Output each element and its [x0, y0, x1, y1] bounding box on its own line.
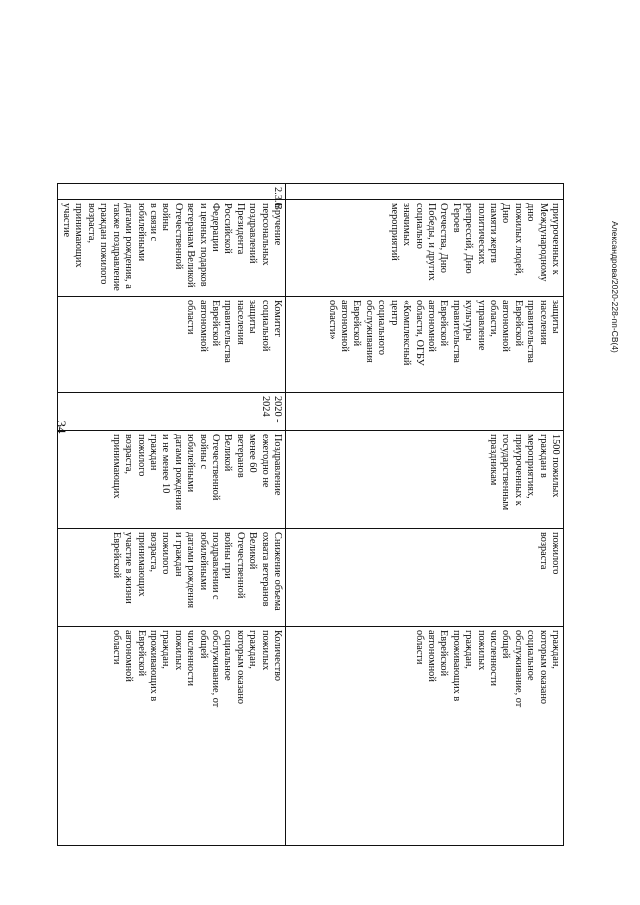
- program-events-table: [57, 183, 564, 846]
- cell-executor: Комитет социальной защиты населения правительства Еврейской автономной области: [57, 297, 285, 393]
- cell-indicator: граждан, которым оказано социальное обслуживание, от общей численности пожилых граждан, проживающих в Еврейской автономной области: [286, 627, 564, 846]
- cell-expected-result: Поздравление ежегодно не менее 60 ветеранов Великой Отечественной войны с юбилейными датами рождения и не менее 10 граждан пожилого возраста, принимающих: [57, 431, 285, 529]
- cell-number: [286, 184, 564, 200]
- cell-event: приуроченных к Международному дню пожилых людей, Дню памяти жертв политических репрессий, Дню Героев Отечества, Дню Победы, и других социально значимых мероприятий: [286, 200, 564, 297]
- table-row: [57, 184, 285, 846]
- cell-expected-result: 1500 пожилых граждан в мероприятиях, приуроченных к государственным праздникам: [286, 431, 564, 529]
- document-id: Александрова/2020-228-пп-СВ(4): [610, 221, 620, 353]
- cell-executor: защиты населения правительства Еврейской автономной области, управление культуры правительства Еврейской автономной области, ОГБУ «Комплексный центр социального обслуживания Еврейской автономной области»: [286, 297, 564, 393]
- cell-event: Вручение персональных поздравлений Президента Российской Федерации и ценных подарков ветеранам Великой Отечественной войны в связи с юбилейными датами рождения, а также поздравление граждан пожилого возраста, принимающих участие: [57, 200, 285, 297]
- cell-period: [286, 393, 564, 431]
- cell-indicator: Количество пожилых граждан, которым оказано социальное обслуживание, от общей численности пожилых граждан, проживающих в Еврейской автономной области: [57, 627, 285, 846]
- page-number: 34: [54, 420, 69, 434]
- table-row: [286, 184, 564, 846]
- cell-consequences: пожилого возраста: [286, 529, 564, 627]
- cell-number: 2.3.6: [57, 184, 285, 200]
- cell-period: 2020 - 2024: [57, 393, 285, 431]
- cell-consequences: Снижение объема охвата ветеранов Великой Отечественной войны при поздравлении с юбилейными датами рождения и граждан пожилого возраста, принимающих участие в жизни Еврейской: [57, 529, 285, 627]
